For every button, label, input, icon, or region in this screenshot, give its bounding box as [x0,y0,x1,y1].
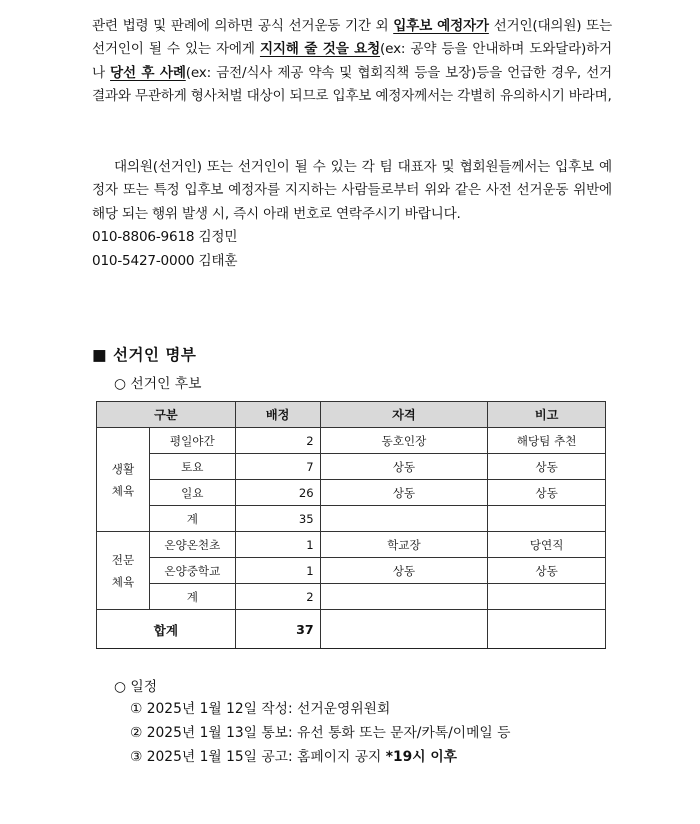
table-row [97,454,606,480]
row-name: 온양온천초 [149,532,235,558]
table-total-row [97,610,606,649]
section-title: ■ 선거인 명부 [92,346,197,364]
schedule-item-emphasis: *19시 이후 [385,749,457,765]
para1-text-2: 선거인(대의원) 또는 선거인이 될 수 있는 자에게 [92,18,612,58]
row-name: 토요 [149,454,235,480]
total-value: 37 [235,610,320,649]
row-name: 평일야간 [149,428,235,454]
row-qualification: 상동 [320,558,488,584]
para1-text-1: 관련 법령 및 판례에 의하면 공식 선거운동 기간 외 [92,18,394,34]
header-qualification: 자격 [320,402,488,428]
schedule-item-text: ③ 2025년 1월 15일 공고: 홈페이지 공지 [130,749,386,765]
row-allocation: 1 [235,532,320,558]
schedule-item: ① 2025년 1월 12일 작성: 선거운영위원회 [130,701,391,717]
header-note: 비고 [488,402,606,428]
para1-emphasis-2: 지지해 줄 것을 요청 [259,41,381,58]
row-qualification: 동호인장 [320,428,488,454]
table-row [97,584,606,610]
total-label: 합계 [97,610,236,649]
row-allocation: 2 [235,428,320,454]
total-note-empty [488,610,606,649]
table-row [97,428,606,454]
para1-emphasis-1: 입후보 예정자가 [393,18,489,34]
header-allocation: 배정 [235,402,320,428]
row-qualification [320,584,488,610]
para1-text-4: (ex: 금전/식사 제공 약속 및 협회직책 등을 보장)등을 언급한 경우, 선거 결과와 무관하게 형사처벌 대상이 되므로 입후보 예정자께서는 각별히 유의하시기 바라며, [92,64,612,105]
row-qualification [320,506,488,532]
row-note: 해당팀 추천 [488,428,606,454]
row-qualification: 상동 [320,454,488,480]
contact-1: 010-8806-9618 김정민 [92,229,238,246]
report-text: 대의원(선거인) 또는 선거인이 될 수 있는 각 팀 대표자 및 협회원들께서는 입후보 예정자 또는 특정 입후보 예정자를 지지하는 사람들로부터 위와 같은 사전 선거운동 위반에 해당 되는 행위 발생 시, 즉시 아래 번호로 연락주시기 바랍니다. [92,159,612,222]
row-note: 상동 [488,558,606,584]
schedule-item: ② 2025년 1월 13일 통보: 유선 통화 또는 문자/카톡/이메일 등 [130,725,511,741]
row-allocation: 7 [235,454,320,480]
table-row [97,480,606,506]
group-label-elite-sports: 전문 체육 [97,532,150,610]
row-qualification: 상동 [320,480,488,506]
row-note [488,584,606,610]
row-name: 계 [149,584,235,610]
section-subtitle: ○ 선거인 후보 [114,376,202,392]
schedule-list [130,697,510,769]
row-note: 상동 [488,480,606,506]
row-qualification: 학교장 [320,532,488,558]
contact-2: 010-5427-0000 김태훈 [92,252,238,269]
row-allocation: 26 [235,480,320,506]
table-row [97,558,606,584]
header-category: 구분 [97,402,236,428]
table-header-row [97,402,606,428]
row-allocation: 35 [235,506,320,532]
table-row [97,532,606,558]
total-qualification-empty [320,610,488,649]
schedule-title: ○ 일정 [114,679,158,695]
row-allocation: 2 [235,584,320,610]
schedule-item [130,745,510,769]
row-note: 상동 [488,454,606,480]
table-row [97,506,606,532]
row-name: 계 [149,506,235,532]
row-name: 일요 [149,480,235,506]
row-allocation: 1 [235,558,320,584]
voter-table [96,401,606,649]
row-note [488,506,606,532]
para1-emphasis-3: 당선 후 사례 [110,64,186,81]
para1-text-3: (ex: 공약 등을 안내하며 도와달라)하거나 [92,41,612,81]
group-label-life-sports: 생활 체육 [97,428,150,532]
warning-paragraph [92,15,612,109]
row-note: 당연직 [488,532,606,558]
report-paragraph [92,156,612,273]
row-name: 온양중학교 [149,558,235,584]
